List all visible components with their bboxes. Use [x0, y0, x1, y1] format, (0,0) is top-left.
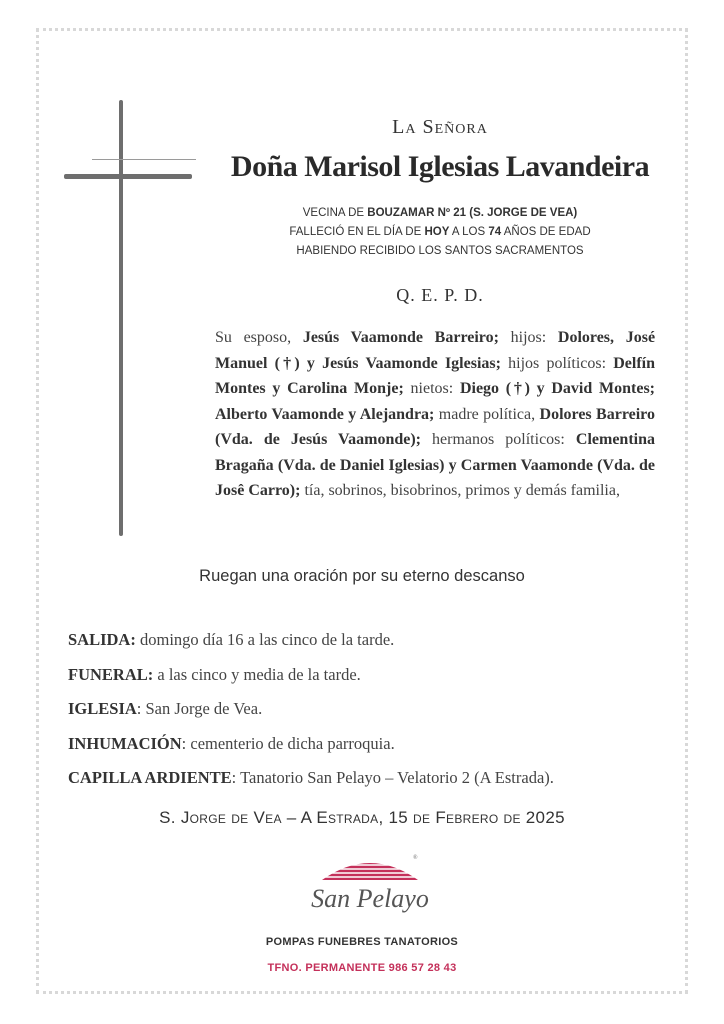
family-text-run: Delfín Montes y Carolina Monje; — [215, 354, 656, 397]
service-details — [68, 628, 688, 801]
qepd: Q. E. P. D. — [396, 285, 484, 305]
funeral-row: FUNERAL: a las cinco y media de la tarde. — [68, 664, 361, 684]
family-text-run: nietos: — [403, 380, 460, 397]
family-text-run: madre política, — [434, 405, 540, 423]
family-text-run: Dolores Barreiro (Vda. de Jesús Vaamonde); — [215, 405, 655, 448]
place-date: S. Jorge de Vea – A Estrada, 15 de Febrero de 2025 — [159, 808, 565, 827]
death-line: FALLECIÓ EN EL DÍA DE HOY A LOS 74 AÑOS DE EDAD — [289, 226, 591, 238]
san-pelayo-logo — [300, 852, 440, 922]
deceased-name: Doña Marisol Iglesias Lavandeira — [230, 150, 650, 183]
company-name: POMPAS FUNEBRES TANATORIOS — [265, 936, 459, 948]
capilla-row: CAPILLA ARDIENTE: Tanatorio San Pelayo – Velatorio 2 (A Estrada). — [68, 768, 554, 787]
prayer-request: Ruegan una oración por su eterno descanso — [199, 567, 525, 585]
registered-mark: ® — [413, 855, 418, 861]
phone-number: TFNO. PERMANENTE 986 57 28 43 — [267, 962, 457, 974]
family-text-run: Diego (†) y David Montes; Alberto Vaamonde y Alejandra; — [215, 380, 656, 423]
family-text-run: Jesús Vaamonde Barreiro; — [302, 329, 499, 346]
family-text-run: Dolores, José Manuel (†) y Jesús Vaamonde Iglesias; — [215, 329, 656, 372]
inhumacion-row: INHUMACIÓN: cementerio de dicha parroquia. — [68, 733, 395, 753]
salida-row: SALIDA: domingo día 16 a las cinco de la tarde. — [68, 630, 395, 649]
title-prefix: La Señora — [392, 116, 488, 138]
family-text-run: hijos políticos: — [500, 354, 614, 372]
iglesia-row: IGLESIA: San Jorge de Vea. — [68, 699, 263, 718]
family-text-run: Clementina Bragaña (Vda. de Daniel Iglesias) y Carmen Vaamonde (Vda. de Josê Carro); — [215, 431, 655, 499]
family-text-run: tía, sobrinos, bisobrinos, primos y demás familia, — [300, 482, 620, 499]
family-text-run: hermanos políticos: — [421, 431, 576, 448]
logo-text: San Pelayo — [311, 884, 429, 913]
family-paragraph — [215, 325, 655, 504]
family-text-run: hijos: — [498, 329, 558, 346]
residence-line: VECINA DE BOUZAMAR Nº 21 (S. JORGE DE VEA) — [302, 207, 578, 219]
sacraments-line: HABIENDO RECIBIDO LOS SANTOS SACRAMENTOS — [296, 245, 584, 257]
family-text-run: Su esposo, — [215, 329, 303, 346]
